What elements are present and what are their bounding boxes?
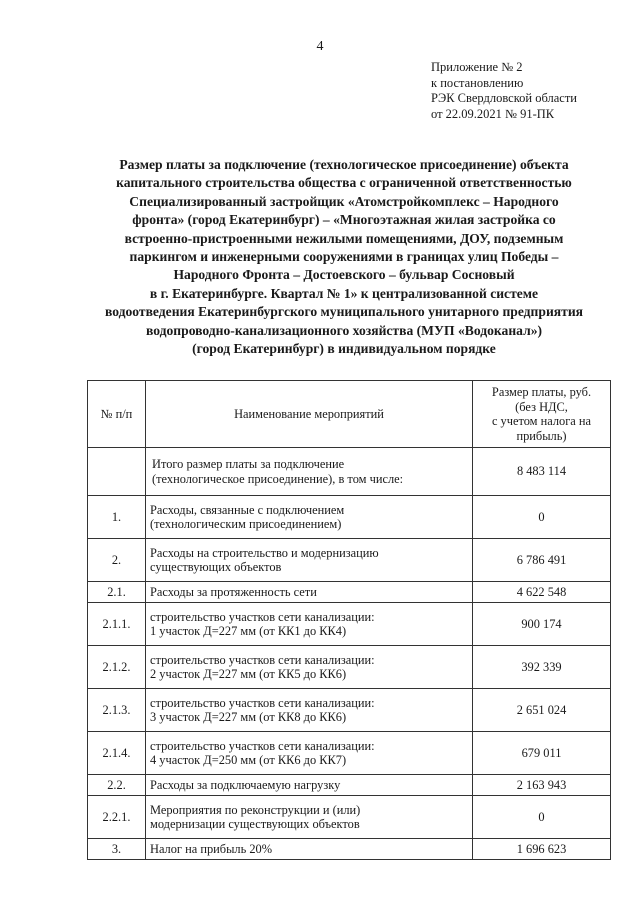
appendix-line: Приложение № 2	[431, 60, 523, 74]
row-name	[146, 839, 473, 860]
row-name-line: (технологическое присоединение), в том числе:	[152, 471, 404, 486]
row-name-line: строительство участков сети канализации:	[150, 652, 375, 667]
title-line: паркингом и инженерными сооружениями в границах улиц Победы –	[129, 249, 559, 265]
row-value: 679 011	[473, 732, 611, 775]
fee-table	[87, 380, 611, 860]
row-name-line: 2 участок Д=227 мм (от КК5 до КК6)	[150, 667, 347, 681]
table-row	[88, 539, 611, 582]
title-line: Специализированный застройщик «Атомстройкомплекс – Народного	[129, 193, 559, 209]
appendix-line: от 22.09.2021 № 91-ПК	[431, 106, 555, 121]
row-value: 4 622 548	[473, 582, 611, 603]
header-fee	[473, 381, 611, 448]
header-name: Наименование мероприятий	[146, 381, 473, 448]
row-value: 2 651 024	[473, 689, 611, 732]
row-num: 2.1.2.	[88, 646, 146, 689]
table-row	[88, 775, 611, 796]
row-name-line: существующих объектов	[150, 560, 282, 574]
document-title	[70, 156, 618, 358]
table-row	[88, 646, 611, 689]
row-name-line: строительство участков сети канализации:	[150, 609, 375, 624]
row-num: 2.1.4.	[88, 732, 146, 775]
row-value: 2 163 943	[473, 775, 611, 796]
row-name	[146, 448, 473, 496]
row-name	[146, 539, 473, 582]
row-name-line: 1 участок Д=227 мм (от КК1 до КК4)	[150, 624, 347, 638]
title-line: капитального строительства общества с ограниченной ответственностью	[116, 175, 572, 191]
row-name-line: 4 участок Д=250 мм (от КК6 до КК7)	[150, 753, 347, 767]
row-name	[146, 732, 473, 775]
row-value: 6 786 491	[473, 539, 611, 582]
row-name-line: Расходы, связанные с подключением	[150, 502, 345, 517]
row-num: 1.	[88, 496, 146, 539]
title-line: в г. Екатеринбурге. Квартал № 1» к централизованной системе	[149, 285, 539, 301]
row-name-line: Расходы за подключаемую нагрузку	[150, 777, 341, 792]
table-row	[88, 689, 611, 732]
row-name-line: Мероприятия по реконструкции и (или)	[150, 802, 361, 817]
title-line: водопроводно-канализационного хозяйства (МУП «Водоканал»)	[145, 322, 543, 338]
title-line: (город Екатеринбург) в индивидуальном порядке	[192, 341, 496, 357]
row-name	[146, 689, 473, 732]
row-value: 0	[473, 496, 611, 539]
header-fee-line: с учетом налога на	[491, 414, 592, 428]
row-name-line: строительство участков сети канализации:	[150, 695, 375, 710]
row-name-line: строительство участков сети канализации:	[150, 738, 375, 753]
table-row	[88, 839, 611, 860]
title-line: фронта» (город Екатеринбург) – «Многоэтажная жилая застройка со	[132, 212, 556, 228]
row-value: 392 339	[473, 646, 611, 689]
title-line: Народного Фронта – Достоевского – бульвар Сосновый	[173, 267, 515, 283]
row-value: 0	[473, 796, 611, 839]
table-row	[88, 496, 611, 539]
row-num: 2.1.	[88, 582, 146, 603]
row-num	[88, 448, 146, 496]
title-line: водоотведения Екатеринбургского муниципального унитарного предприятия	[104, 304, 584, 320]
appendix-line: РЭК Свердловской области	[431, 91, 577, 105]
table-header-row	[88, 381, 611, 448]
table-row	[88, 603, 611, 646]
row-name	[146, 796, 473, 839]
header-num: № п/п	[88, 381, 146, 448]
row-name-line: Расходы за протяженность сети	[150, 584, 317, 599]
row-name-line: Налог на прибыль 20%	[150, 841, 273, 856]
appendix-line: к постановлению	[431, 75, 524, 90]
row-name-line: модернизации существующих объектов	[150, 817, 360, 831]
row-num: 2.	[88, 539, 146, 582]
row-value: 900 174	[473, 603, 611, 646]
table-row	[88, 732, 611, 775]
appendix-note	[431, 60, 577, 122]
row-num: 2.1.3.	[88, 689, 146, 732]
row-name-line: Расходы на строительство и модернизацию	[150, 545, 379, 560]
row-name-line: 3 участок Д=227 мм (от КК8 до КК6)	[150, 710, 347, 724]
row-name	[146, 603, 473, 646]
row-name-line: (технологическим присоединением)	[150, 517, 342, 531]
row-value: 1 696 623	[473, 839, 611, 860]
page-number: 4	[316, 39, 324, 54]
row-name	[146, 496, 473, 539]
row-name	[146, 775, 473, 796]
row-num: 2.1.1.	[88, 603, 146, 646]
title-line: Размер платы за подключение (технологическое присоединение) объекта	[119, 157, 569, 172]
table-row	[88, 582, 611, 603]
row-num: 3.	[88, 839, 146, 860]
row-name	[146, 582, 473, 603]
table-row	[88, 448, 611, 496]
title-line: встроенно-пристроенными нежилыми помещениями, ДОУ, подземным	[124, 230, 564, 246]
header-fee-line: Размер платы, руб.	[491, 385, 592, 399]
row-num: 2.2.1.	[88, 796, 146, 839]
row-name	[146, 646, 473, 689]
table-row	[88, 796, 611, 839]
header-fee-line: прибыль)	[516, 428, 567, 443]
header-fee-line: (без НДС,	[515, 399, 568, 414]
row-name-line: Итого размер платы за подключение	[152, 457, 345, 471]
row-value: 8 483 114	[473, 448, 611, 496]
row-num: 2.2.	[88, 775, 146, 796]
